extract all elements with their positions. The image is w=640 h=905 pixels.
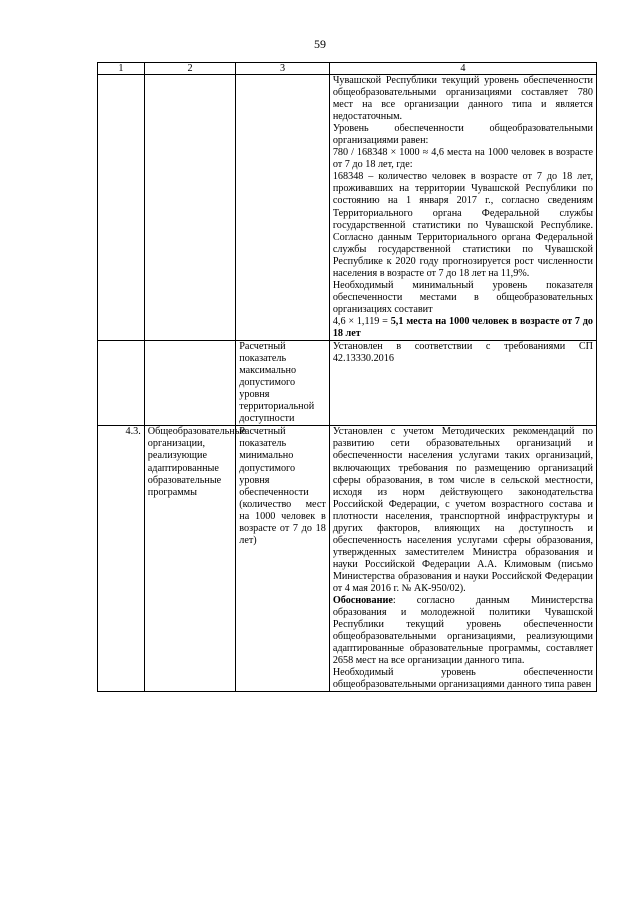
row-number: 4.3. [98,426,145,692]
header-cell-1: 1 [98,63,145,75]
paragraph: Установлен с учетом Методических рекомендаций по развитию сети образовательных организаций и обеспеченности населения услугами таких организаций, включающих требования по размещению организаций сферы образования, в том числе в сельской местности, исходя из норм действующего законодательства Российской Федерации, с учетом возрастного состава и плотности населения, транспортной инфраструктуры и других факторов, влияющих на доступность и обеспеченность населения услугами сферы образования, утвержденных заместителем Министра образования и науки Российской Федерации А.А. Климовым (письмо Министерства образования и науки Российской Федерации от 4 мая 2016 г. № АК-950/02). [332,426,593,594]
paragraph: 168348 – количество человек в возрасте от 7 до 18 лет, проживавших на территории Чувашской Республики по состоянию на 1 января 2017 г., согласно сведениям Территориального органа Федеральной службы государственной статистики по Чувашской Республике. Согласно данным Территориального органа Федеральной службы государственной статистики по Чувашской Республике к 2020 году прогнозируется рост численности населения в возрасте от 7 до 18 лет на 11,9%. [332,171,593,279]
justification-cell [329,75,596,341]
indicator-cell [236,341,330,426]
cell-empty [98,75,145,341]
paragraph: Чувашской Республики текущий уровень обеспеченности общеобразовательными организациями составляет 780 мест на все организации данного типа и является недостаточным. [332,75,593,123]
result-formula: 4,6 × 1,119 = [332,315,391,327]
paragraph [333,595,593,667]
header-cell-3: 3 [236,63,330,75]
formula: 780 / 168348 × 1000 ≈ 4,6 места на 1000 человек в возрасте от 7 до 18 лет, где: [332,147,593,171]
cell-empty [98,341,145,426]
header-cell-4: 4 [329,63,596,75]
result-value: 5,1 места на 1000 человек в возрасте от 7 до 18 лет [332,315,593,339]
object-cell [144,426,247,692]
paragraph: Необходимый уровень обеспеченности общеобразовательными организациями данного типа равен [332,667,593,691]
result-line [333,316,593,340]
indicator-text: Расчетный показатель минимально допустимого уровня обеспеченности (количество мест на 1000 человек в возрасте от 7 до 18 лет) [239,426,326,546]
paragraph: Уровень обеспеченности общеобразовательными организациями равен: [332,123,593,147]
table-row-continuation [98,75,597,341]
header-cell-2: 2 [144,63,235,75]
page-number: 59 [314,37,326,51]
table-row-4-3 [98,426,597,692]
justification-cell [329,341,596,426]
norms-table [97,62,597,692]
indicator-cell [236,426,330,692]
cell-empty [236,75,330,341]
cell-empty [144,75,235,341]
indicator-text: Расчетный показатель максимально допустимого уровня территориальной доступности [239,341,315,425]
table-row-accessibility [98,341,597,426]
paragraph: Установлен в соответствии с требованиями СП 42.13330.2016 [332,341,593,365]
table-header-row [98,63,597,75]
justification-cell [329,426,596,692]
object-name: Общеобразовательные организации, реализующие адаптированные образовательные программы [147,426,247,498]
cell-empty [144,341,235,426]
justification-text: : согласно данным Министерства образования и молодежной политики Чувашской Республики текущий уровень обеспеченности общеобразовательными организациями, реализующими адаптированные образовательные программы, составляет 2658 мест на все организации данного типа. [332,595,593,667]
paragraph: Необходимый минимальный уровень показателя обеспеченности местами в общеобразовательных организациях составит [332,279,593,315]
justification-label: Обоснование [332,595,393,607]
